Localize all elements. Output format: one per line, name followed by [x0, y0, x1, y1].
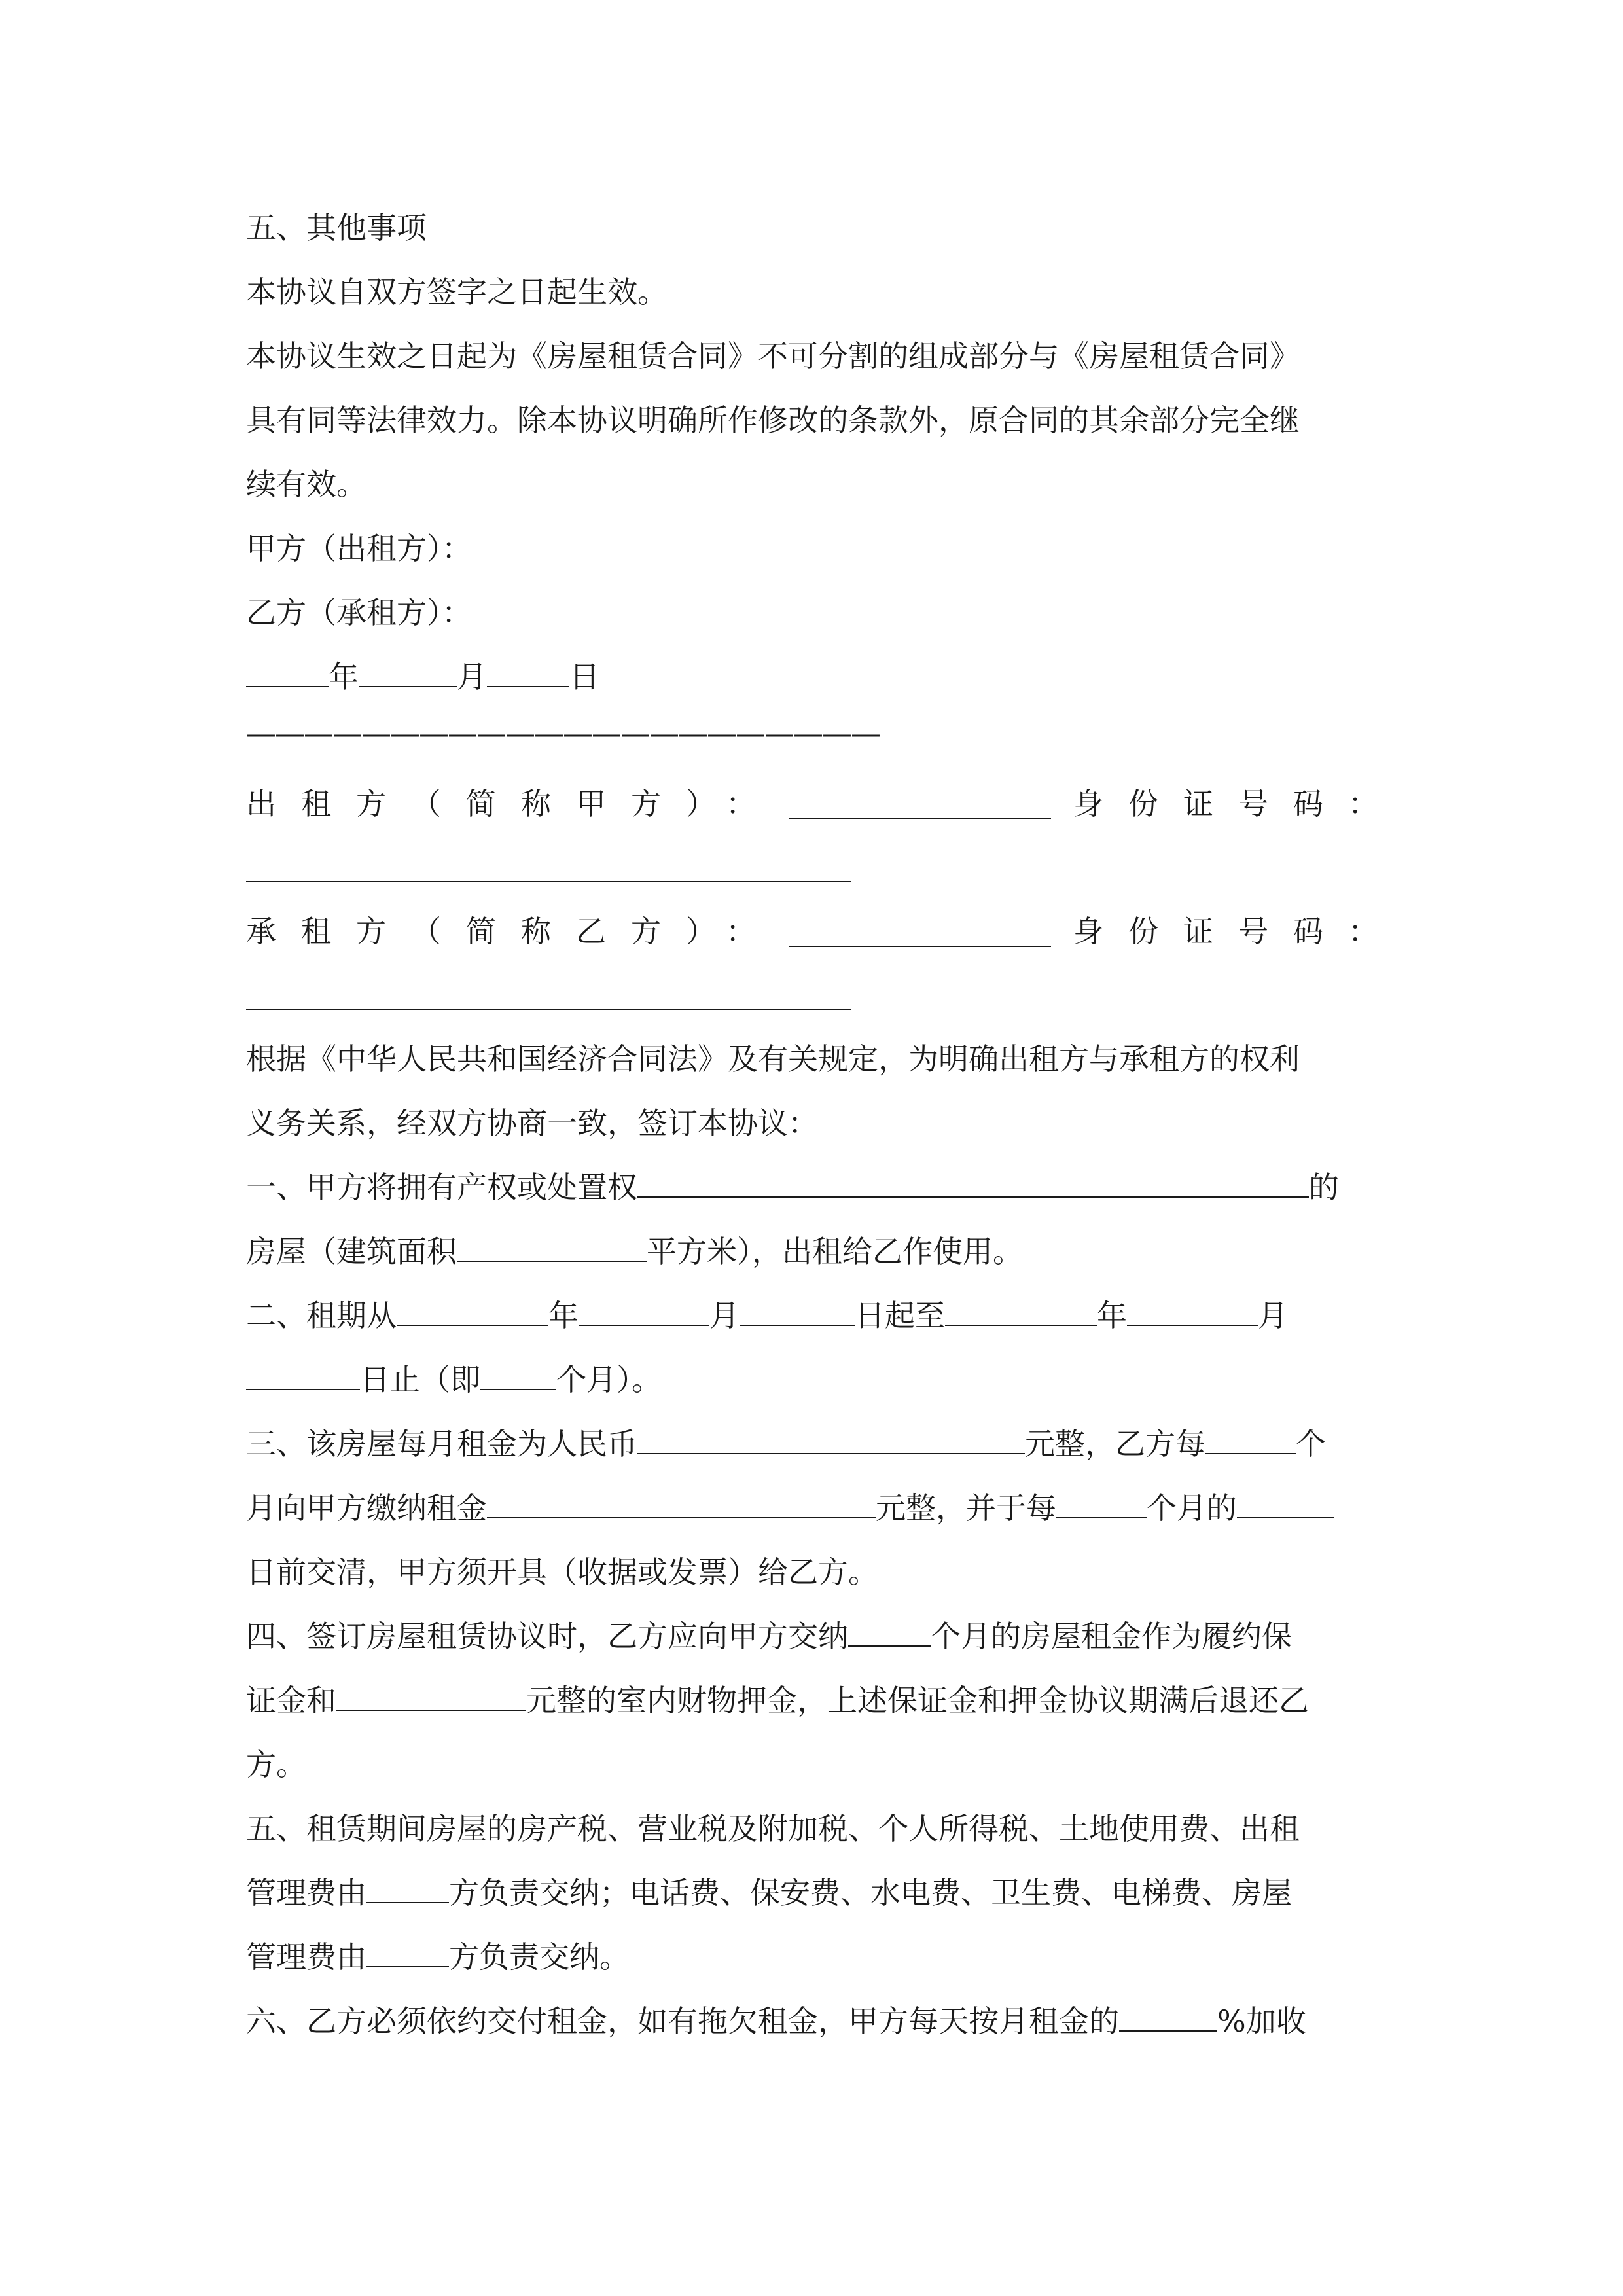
clause-3-line: 月向甲方缴纳租金 元整，并于每 个月的 [246, 1488, 1334, 1528]
lessor-name-blank [789, 818, 1051, 819]
clause-3-line: 三、该房屋每月租金为人民币 元整，乙方每 个 [246, 1424, 1326, 1463]
date-line [246, 657, 599, 696]
end-month-blank [1127, 1296, 1258, 1326]
year-label: 年 [329, 659, 359, 694]
area-blank [457, 1232, 647, 1262]
month-blank [359, 657, 457, 687]
payment-month-blank [1056, 1488, 1147, 1518]
lessee-label: 承租方（简称乙方）： [246, 914, 781, 949]
section-heading-other-matters: 五、其他事项 [246, 210, 427, 245]
section-divider: —————————————————————— [246, 715, 880, 751]
start-year-blank [397, 1296, 548, 1326]
paragraph-line: 义务关系，经双方协商一致，签订本协议： [246, 1105, 818, 1141]
effective-clause: 本协议自双方签字之日起生效。 [246, 274, 668, 310]
paragraph-line: 续有效。 [246, 467, 366, 502]
clause-4-line: 证金和 元整的室内财物押金，上述保证金和押金协议期满后退还乙 [246, 1681, 1309, 1720]
paragraph-line: 根据《中华人民共和国经济合同法》及有关规定，为明确出租方与承租方的权利 [246, 1041, 1300, 1077]
day-blank [487, 657, 569, 687]
end-year-blank [945, 1296, 1097, 1326]
lessee-name-blank [789, 946, 1051, 947]
clause-3-line: 日前交清，甲方须开具（收据或发票）给乙方。 [246, 1554, 878, 1590]
party-b-signature-label: 乙方（承租方）： [246, 595, 472, 630]
clause-2-line: 二、租期从 年 月 日起至 年 月 [246, 1296, 1288, 1335]
tax-party-blank [366, 1873, 449, 1903]
paragraph-line: 本协议生效之日起为《房屋租赁合同》不可分割的组成部分与《房屋租赁合同》 [246, 338, 1300, 374]
clause-1-line: 房屋（建筑面积 平方米），出租给乙作使用。 [246, 1232, 1023, 1271]
clause-4-line: 方。 [246, 1747, 306, 1782]
clause-6-line: 六、乙方必须依约交付租金，如有拖欠租金，甲方每天按月租金的 %加收 [246, 2001, 1306, 2041]
deposit-months-blank [848, 1617, 931, 1647]
management-fee-party-blank [366, 1937, 449, 1967]
party-a-signature-label: 甲方（出租方）： [246, 531, 472, 566]
clause-5-line: 管理费由 方负责交纳；电话费、保安费、水电费、卫生费、电梯费、房屋 [246, 1873, 1292, 1912]
payment-day-blank [1237, 1488, 1334, 1518]
day-label: 日 [569, 659, 599, 694]
clause-5-line: 五、租赁期间房屋的房产税、营业税及附加税、个人所得税、土地使用费、出租 [246, 1811, 1300, 1846]
rent-payment-blank [487, 1488, 876, 1518]
lessee-id-label: 身份证号码： [1073, 914, 1403, 949]
payment-interval-blank [1205, 1424, 1296, 1454]
months-count-blank [480, 1360, 556, 1390]
lessor-id-label: 身份证号码： [1073, 786, 1403, 821]
paragraph-line: 具有同等法律效力。除本协议明确所作修改的条款外，原合同的其余部分完全继 [246, 403, 1300, 438]
clause-5-line: 管理费由 方负责交纳。 [246, 1937, 630, 1977]
lessee-id-blank [246, 1009, 851, 1010]
property-address-blank [637, 1168, 1309, 1198]
clause-2-line: 日止（即 个月）。 [246, 1360, 662, 1399]
clause-4-line: 四、签订房屋租赁协议时，乙方应向甲方交纳 个月的房屋租金作为履约保 [246, 1617, 1292, 1656]
property-deposit-blank [336, 1681, 526, 1711]
lessor-id-blank [246, 881, 851, 882]
start-month-blank [579, 1296, 709, 1326]
year-blank [246, 657, 329, 687]
late-fee-percent-blank [1119, 2001, 1217, 2032]
lessor-label: 出租方（简称甲方）： [246, 786, 781, 821]
monthly-rent-blank [637, 1424, 1025, 1454]
month-label: 月 [457, 659, 487, 694]
end-day-blank [246, 1360, 360, 1390]
clause-1-line: 一、甲方将拥有产权或处置权 的 [246, 1168, 1339, 1207]
start-day-blank [740, 1296, 855, 1326]
